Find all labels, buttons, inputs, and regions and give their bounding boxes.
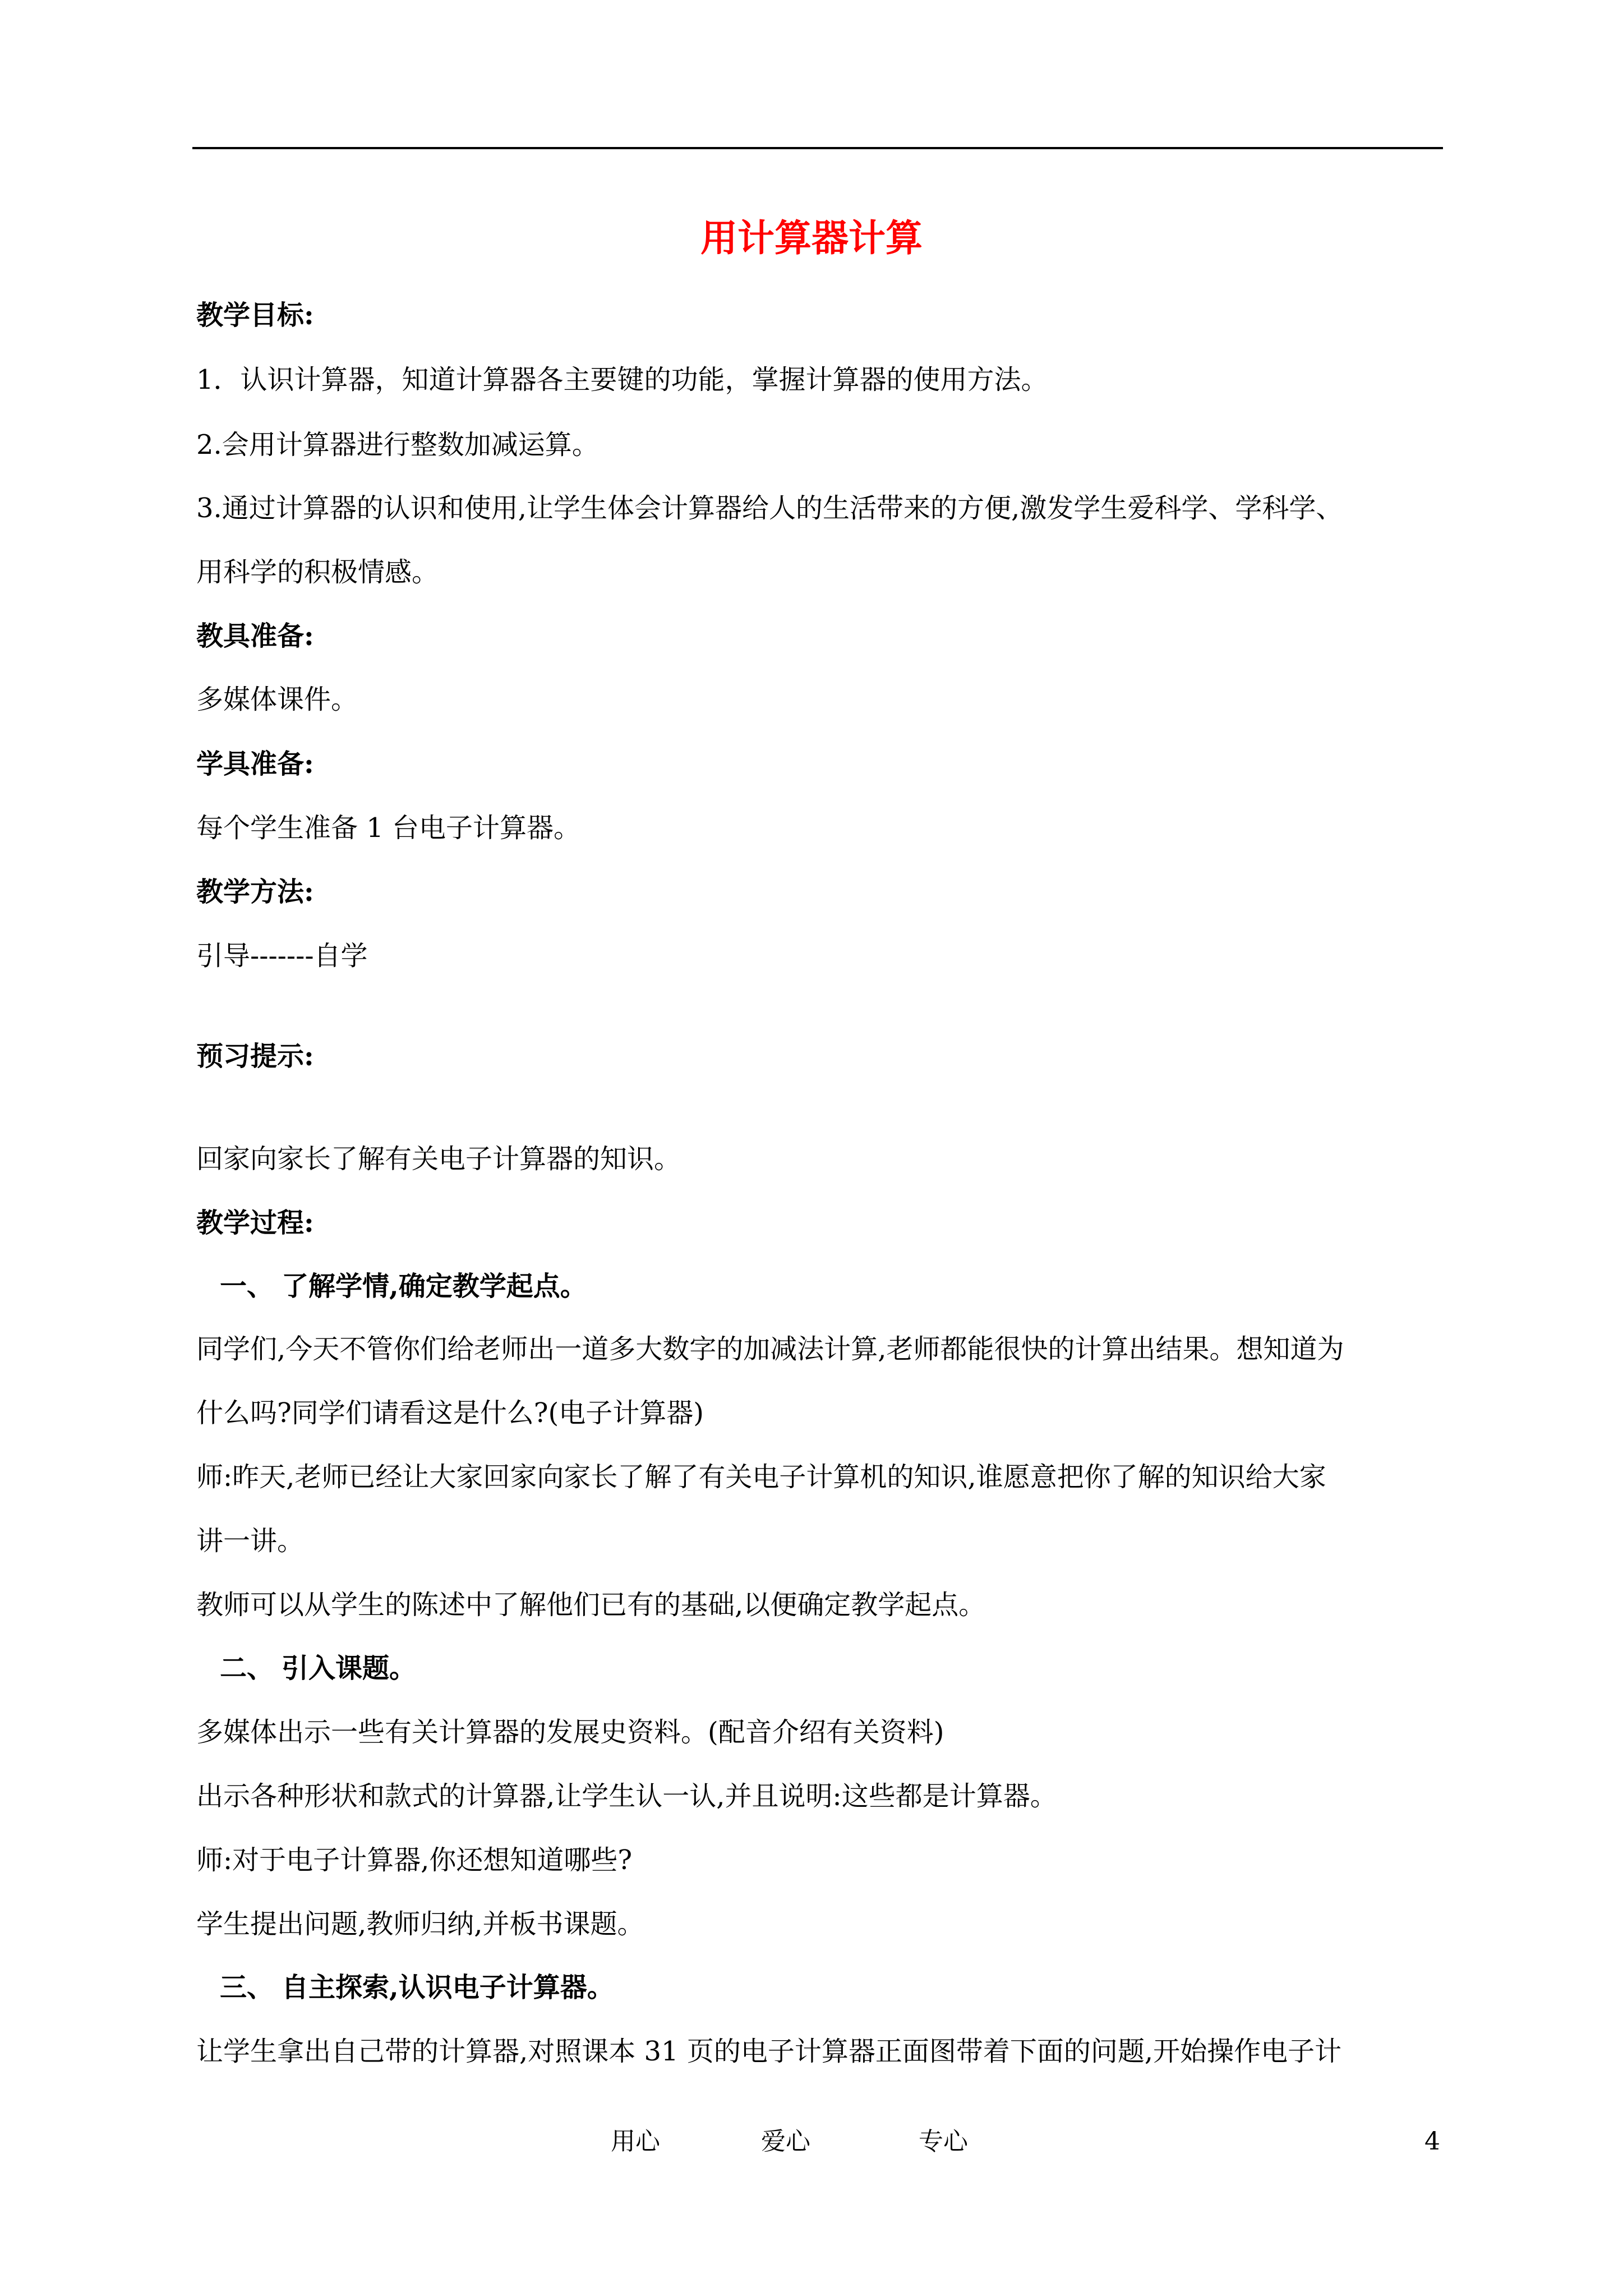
step-1-line-5: 教师可以从学生的陈述中了解他们已有的基础,以便确定教学起点。: [196, 1589, 986, 1621]
step-1-number: 一、: [220, 1271, 274, 1302]
footer-motto-2: 爱心: [761, 2127, 810, 2156]
objective-3-cont: 用科学的积极情感。: [196, 556, 439, 588]
step-2-title: 引入课题。: [282, 1653, 417, 1684]
step-1-line-3: 师:昨天,老师已经让大家回家向家长了解了有关电子计算机的知识,谁愿意把你了解的知识给大家: [196, 1461, 1326, 1493]
step-3-line-1: 让学生拿出自己带的计算器,对照课本 31 页的电子计算器正面图带着下面的问题,开始操作电子计: [196, 2036, 1342, 2067]
preview-text: 回家向家长了解有关电子计算器的知识。: [196, 1143, 681, 1175]
teacher-tools-text: 多媒体课件。: [196, 684, 358, 715]
preview-heading: 预习提示:: [196, 1041, 314, 1072]
step-1-line-1: 同学们,今天不管你们给老师出一道多大数字的加减法计算,老师都能很快的计算出结果。想知道为: [196, 1333, 1344, 1365]
step-2-heading: [220, 1651, 416, 1685]
step-3-heading: [220, 1971, 614, 2004]
step-3-title: 自主探索,认识电子计算器。: [282, 1972, 614, 2003]
student-tools-heading: 学具准备:: [196, 748, 314, 780]
step-1-heading: [220, 1269, 587, 1303]
footer-motto-3: 专心: [919, 2127, 968, 2156]
step-2-line-3: 师:对于电子计算器,你还想知道哪些?: [196, 1844, 633, 1876]
process-heading: 教学过程:: [196, 1207, 314, 1239]
document-title: 用计算器计算: [700, 216, 923, 260]
objective-1: 1．认识计算器，知道计算器各主要键的功能，掌握计算器的使用方法。: [196, 364, 1048, 395]
step-1-line-2: 什么吗?同学们请看这是什么?(电子计算器): [196, 1397, 704, 1429]
method-text: 引导-------自学: [196, 940, 368, 972]
step-1-line-4: 讲一讲。: [196, 1525, 305, 1557]
step-2-line-2: 出示各种形状和款式的计算器,让学生认一认,并且说明:这些都是计算器。: [196, 1780, 1057, 1812]
step-2-line-4: 学生提出问题,教师归纳,并板书课题。: [196, 1908, 644, 1940]
page-number: 4: [1424, 2127, 1440, 2156]
footer-motto-1: 用心: [611, 2127, 660, 2156]
step-1-title: 了解学情,确定教学起点。: [282, 1271, 587, 1302]
student-tools-text: 每个学生准备 1 台电子计算器。: [196, 812, 581, 844]
objectives-heading: 教学目标:: [196, 300, 314, 331]
step-2-number: 二、: [220, 1653, 274, 1684]
objective-3: 3.通过计算器的认识和使用,让学生体会计算器给人的生活带来的方便,激发学生爱科学、学科学、: [196, 493, 1343, 524]
header-rule: [192, 147, 1443, 149]
teacher-tools-heading: 教具准备:: [196, 620, 314, 652]
step-3-number: 三、: [220, 1972, 274, 2003]
objective-2: 2.会用计算器进行整数加减运算。: [196, 429, 599, 461]
step-2-line-1: 多媒体出示一些有关计算器的发展史资料。(配音介绍有关资料): [196, 1717, 944, 1748]
method-heading: 教学方法:: [196, 876, 314, 908]
